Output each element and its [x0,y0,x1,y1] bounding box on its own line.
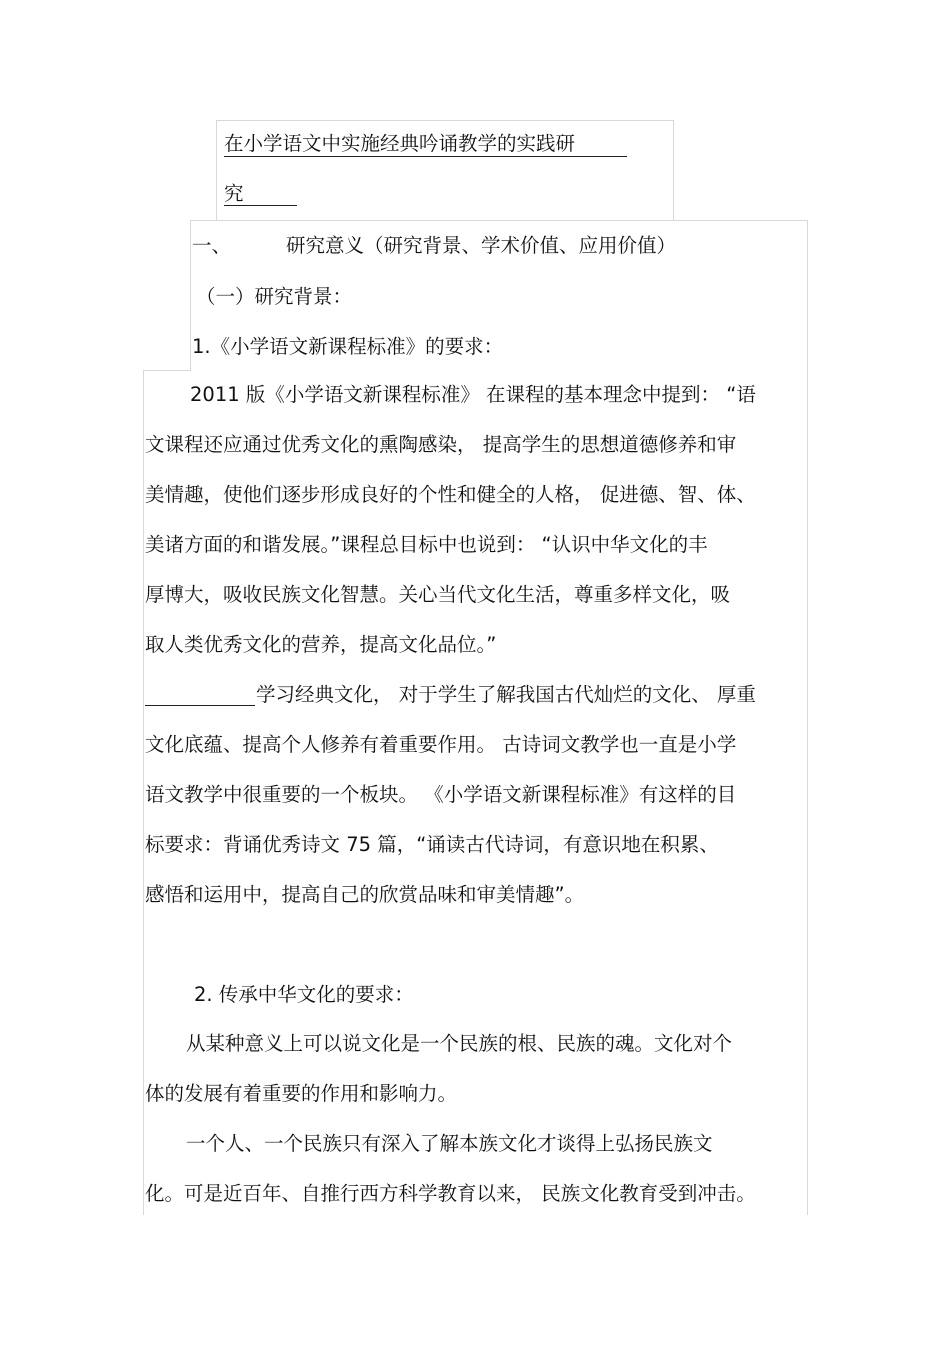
title-box-top [216,120,674,121]
paragraph-4-line: 化。可是近百年、自推行西方科学教育以来， 民族文化教育受到冲击。 [145,1182,756,1205]
paragraph-2-line: 学习经典文化， 对于学生了解我国古代灿烂的文化、 厚重 [256,683,756,706]
paragraph-1-line: 文课程还应通过优秀文化的熏陶感染， 提高学生的思想道德修养和审 [145,433,737,456]
paragraph-2-line: 语文教学中很重要的一个板块。 《小学语文新课程标准》有这样的目 [145,783,737,806]
paragraph-1-line: 美情趣，使他们逐步形成良好的个性和健全的人格， 促进德、智、体、 [145,483,756,506]
item-2-heading: 2. 传承中华文化的要求： [194,983,414,1006]
section-number: 一、 [192,234,232,257]
subsection-heading: （一）研究背景： [196,285,353,308]
item-1-heading: 1.《小学语文新课程标准》的要求： [192,335,504,358]
paragraph-2-line: 文化底蕴、提高个人修养有着重要作用。 古诗词文教学也一直是小学 [145,733,737,756]
content-box-top [190,220,808,221]
content-box-inner-left [190,220,191,370]
paragraph-1-line: 美诸方面的和谐发展。”课程总目标中也说到： “认识中华文化的丰 [145,533,708,556]
paragraph-2-blank [145,705,255,706]
paragraph-1-line: 2011 版《小学语文新课程标准》 在课程的基本理念中提到： “语 [190,383,756,406]
content-box-left [143,370,144,1215]
paragraph-1-line: 厚博大，吸收民族文化智慧。关心当代文化生活，尊重多样文化，吸 [145,583,731,606]
title-box-right [673,120,674,220]
title-box-left [216,120,217,220]
content-box-right [807,220,808,1215]
title-line-1: 在小学语文中实施经典吟诵教学的实践研 [224,132,576,155]
title-underline-1 [224,156,627,157]
paragraph-1-line: 取人类优秀文化的营养，提高文化品位。” [145,633,497,656]
content-box-step [143,370,191,371]
paragraph-3-line: 从某种意义上可以说文化是一个民族的根、民族的魂。文化对个 [186,1032,733,1055]
paragraph-4-line: 一个人、一个民族只有深入了解本族文化才谈得上弘扬民族文 [186,1132,713,1155]
section-heading: 研究意义（研究背景、学术价值、应用价值） [286,234,677,257]
paragraph-2-line: 标要求：背诵优秀诗文 75 篇，“诵读古代诗词，有意识地在积累、 [145,833,719,856]
title-line-2: 究 [224,182,244,205]
paragraph-3-line: 体的发展有着重要的作用和影响力。 [145,1082,458,1105]
paragraph-2-line: 感悟和运用中，提高自己的欣赏品味和审美情趣”。 [145,883,585,906]
title-underline-2 [224,205,297,206]
